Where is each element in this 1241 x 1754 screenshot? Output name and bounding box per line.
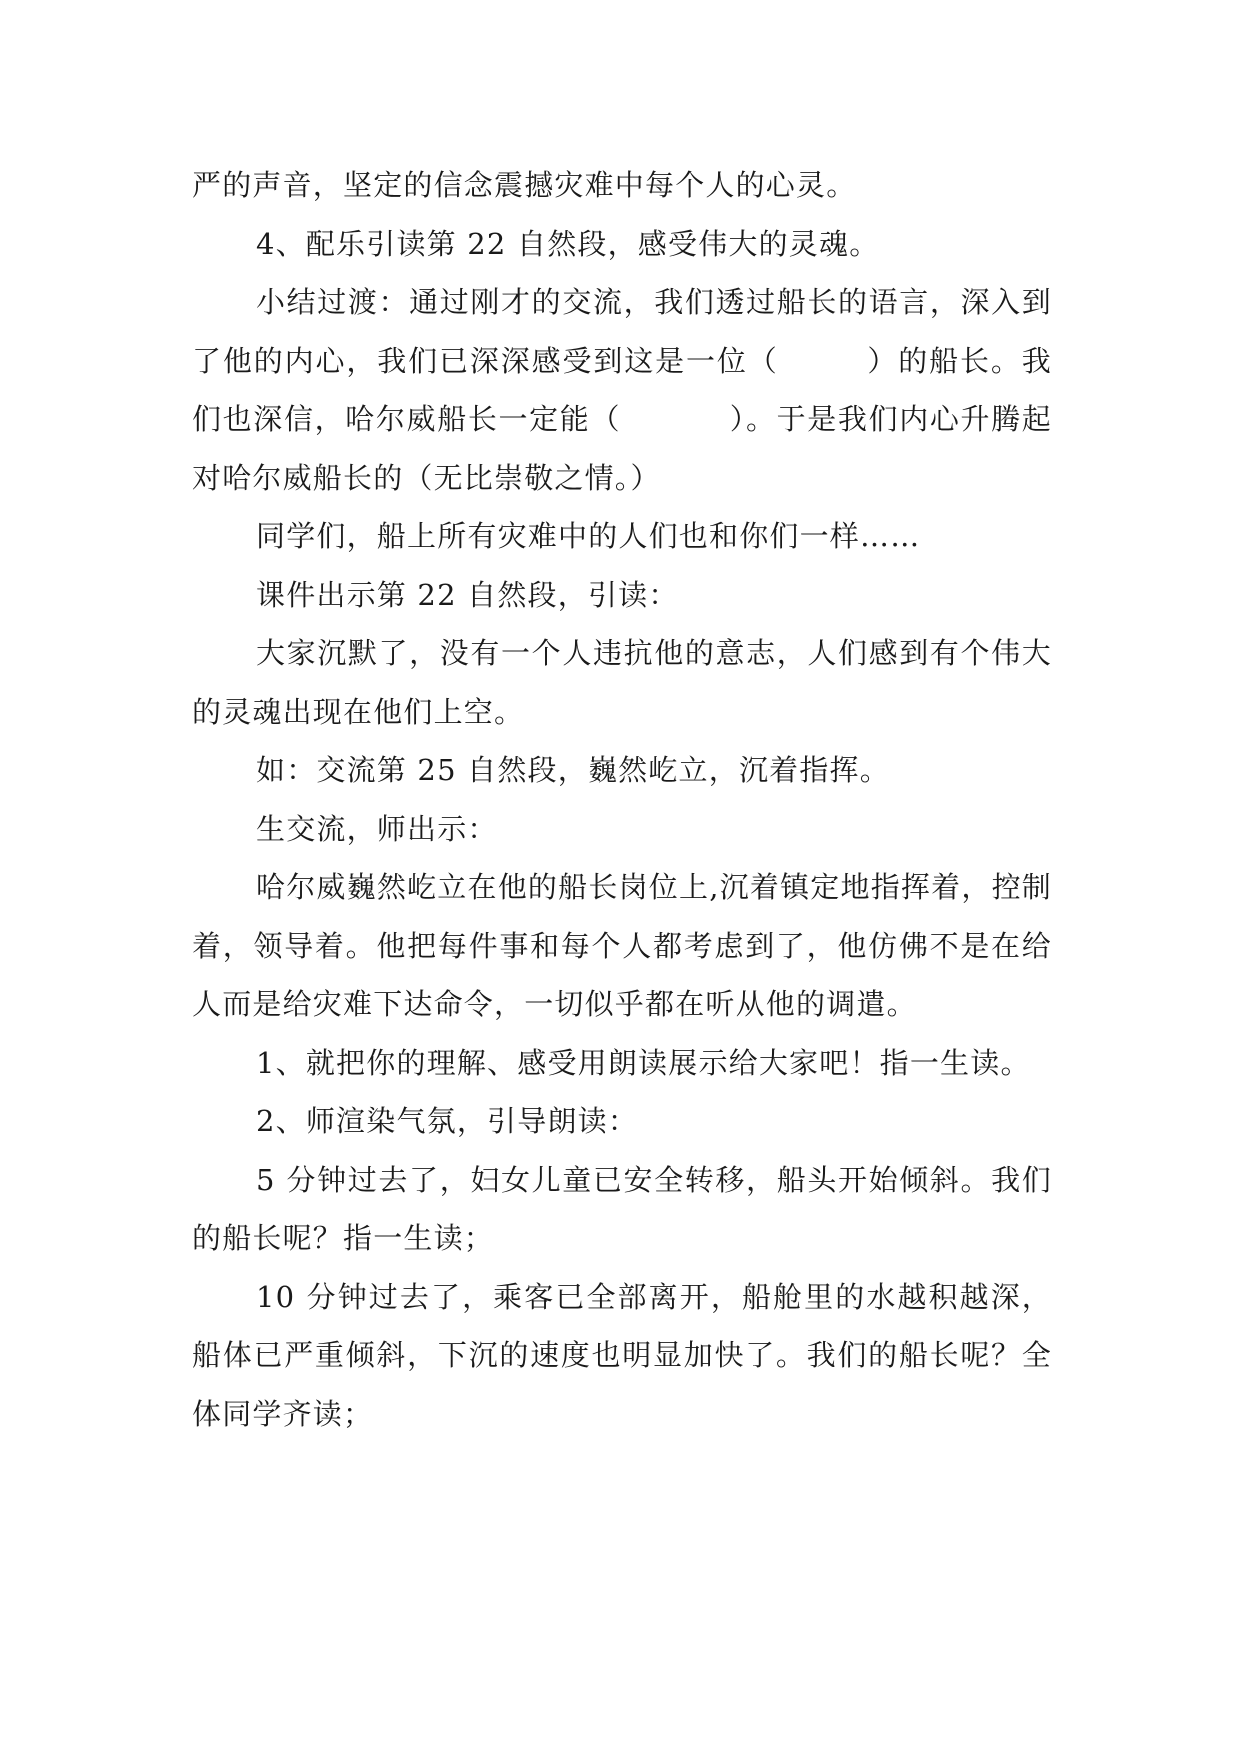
paragraph: 4、配乐引读第 22 自然段，感受伟大的灵魂。 [256, 226, 880, 261]
paragraph-continued: 严的声音，坚定的信念震撼灾难中每个人的心灵。 [192, 168, 857, 202]
paragraph: 10 分钟过去了，乘客已全部离开，船舱里的水越积越深，船体已严重倾斜，下沉的速度也明显加快了。我们的船长呢？全体同学齐读； [192, 1279, 1052, 1431]
quoted-paragraph: 哈尔威巍然屹立在他的船长岗位上,沉着镇定地指挥着，控制着，领导着。他把每件事和每个人都考虑到了，他仿佛不是在给人而是给灾难下达命令，一切似乎都在听从他的调遣。 [192, 870, 1052, 1021]
paragraph: 5 分钟过去了，妇女儿童已安全转移，船头开始倾斜。我们的船长呢？指一生读； [192, 1162, 1052, 1255]
document-body [192, 156, 1052, 1443]
paragraph: 小结过渡：通过刚才的交流，我们透过船长的语言，深入到了他的内心，我们已深深感受到这是一位（ ）的船长。我们也深信，哈尔威船长一定能（ ）。于是我们内心升腾起对哈尔威船长的（无比崇敬之情。） [192, 285, 1052, 495]
paragraph: 2、师渲染气氛，引导朗读： [256, 1104, 639, 1138]
paragraph: 1、就把你的理解、感受用朗读展示给大家吧！指一生读。 [256, 1045, 1031, 1080]
paragraph: 生交流，师出示： [256, 811, 498, 846]
paragraph: 同学们，船上所有灾难中的人们也和你们一样…… [256, 519, 921, 553]
paragraph: 课件出示第 22 自然段，引读： [256, 577, 679, 612]
paragraph: 如：交流第 25 自然段，巍然屹立，沉着指挥。 [256, 753, 890, 787]
quoted-paragraph: 大家沉默了，没有一个人违抗他的意志，人们感到有个伟大的灵魂出现在他们上空。 [192, 636, 1052, 729]
